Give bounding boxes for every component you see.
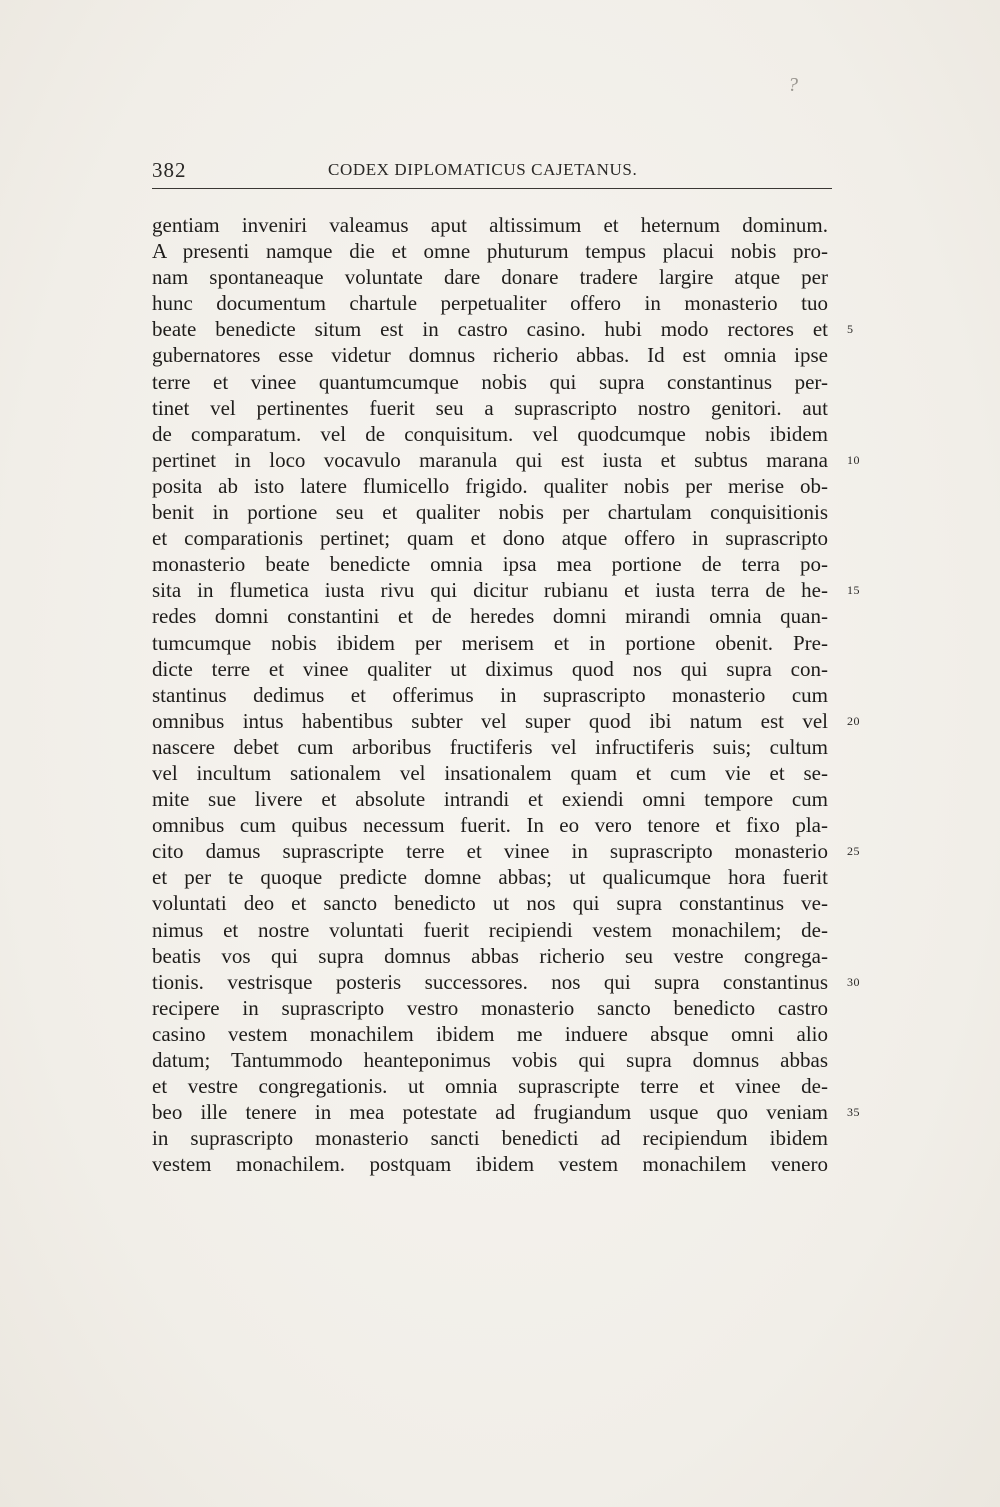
text-line bbox=[152, 238, 828, 264]
text-line bbox=[152, 656, 828, 682]
text-line-content: nascere debet cum arboribus fructiferis vel infructiferis suis; cultum bbox=[152, 734, 828, 759]
text-line-content: pertinet in loco vocavulo maranula qui est iusta et subtus marana bbox=[152, 447, 828, 472]
text-line bbox=[152, 473, 828, 499]
text-line bbox=[152, 264, 828, 290]
text-line-content: beatis vos qui supra domnus abbas richerio seu vestre congrega- bbox=[152, 943, 828, 968]
text-line-content: cito damus suprascripte terre et vinee in suprascripto monasterio bbox=[152, 839, 828, 864]
text-line-content: datum; Tantummodo heanteponimus vobis qui supra domnus abbas bbox=[152, 1048, 828, 1072]
text-line bbox=[152, 890, 828, 916]
line-number: 5 bbox=[847, 322, 854, 337]
text-line-content: et vestre congregationis. ut omnia suprascripte terre et vinee de- bbox=[152, 1074, 828, 1099]
text-line-content: tumcumque nobis ibidem per merisem et in portione obenit. Pre- bbox=[152, 630, 828, 655]
text-line bbox=[152, 995, 828, 1021]
line-number: 20 bbox=[847, 713, 860, 728]
text-line bbox=[152, 577, 860, 603]
text-line-content: recipere in suprascripto vestro monasterio sancto benedicto castro bbox=[152, 995, 828, 1020]
line-number: 35 bbox=[847, 1105, 860, 1120]
body-text bbox=[152, 212, 860, 1177]
text-line-content: hunc documentum chartule perpetualiter offero in monasterio tuo bbox=[152, 291, 828, 316]
text-line bbox=[152, 1151, 828, 1177]
running-head: CODEX DIPLOMATICUS CAJETANUS. bbox=[328, 160, 638, 179]
text-line bbox=[152, 838, 860, 864]
text-line bbox=[152, 447, 860, 473]
text-line bbox=[152, 395, 828, 421]
text-line-content: nam spontaneaque voluntate dare donare tradere largire atque per bbox=[152, 265, 828, 290]
text-line bbox=[152, 342, 828, 368]
text-line-content: sita in flumetica iusta rivu qui dicitur rubianu et iusta terra de he- bbox=[152, 578, 828, 603]
text-line-content: et comparationis pertinet; quam et dono atque offero in suprascripto bbox=[152, 526, 828, 551]
text-line bbox=[152, 369, 828, 395]
header-rule bbox=[152, 188, 832, 189]
text-line-content: gentiam inveniri valeamus aput altissimum et heternum dominum. bbox=[152, 213, 828, 237]
text-line-content: voluntati deo et sancto benedicto ut nos qui supra constantinus ve- bbox=[152, 891, 828, 916]
text-line bbox=[152, 812, 828, 838]
text-line bbox=[152, 969, 860, 995]
text-line-content: nimus et nostre voluntati fuerit recipiendi vestem monachilem; de- bbox=[152, 917, 828, 942]
line-number: 15 bbox=[847, 583, 860, 598]
text-line-content: omnibus cum quibus necessum fuerit. In eo vero tenore et fixo pla- bbox=[152, 813, 828, 838]
text-line bbox=[152, 864, 828, 890]
text-line bbox=[152, 1099, 860, 1125]
text-line-content: benit in portione seu et qualiter nobis per chartulam conquisitionis bbox=[152, 500, 828, 525]
text-line-content: posita ab isto latere flumicello frigido. qualiter nobis per merise ob- bbox=[152, 473, 828, 498]
text-line-content: beate benedicte situm est in castro casino. hubi modo rectores et bbox=[152, 317, 828, 342]
text-line-content: redes domni constantini et de heredes domni mirandi omnia quan- bbox=[152, 604, 828, 629]
text-line bbox=[152, 551, 828, 577]
text-line bbox=[152, 1047, 828, 1073]
text-line-content: monasterio beate benedicte omnia ipsa mea portione de terra po- bbox=[152, 552, 828, 577]
text-line-content: stantinus dedimus et offerimus in suprascripto monasterio cum bbox=[152, 682, 828, 707]
text-line-content: tinet vel pertinentes fuerit seu a suprascripto nostro genitori. aut bbox=[152, 395, 828, 420]
text-line-content: vestem monachilem. postquam ibidem vestem monachilem venero bbox=[152, 1152, 828, 1177]
text-line bbox=[152, 1125, 828, 1151]
text-line-content: in suprascripto monasterio sancti benedicti ad recipiendum ibidem bbox=[152, 1126, 828, 1151]
text-line bbox=[152, 525, 828, 551]
text-line bbox=[152, 603, 828, 629]
corner-mark: ? bbox=[788, 74, 798, 96]
text-line bbox=[152, 212, 828, 238]
line-number: 25 bbox=[847, 844, 860, 859]
text-line-content: casino vestem monachilem ibidem me induere absque omni alio bbox=[152, 1021, 828, 1046]
text-line bbox=[152, 943, 828, 969]
text-line bbox=[152, 708, 860, 734]
text-line bbox=[152, 421, 828, 447]
text-line-content: et per te quoque predicte domne abbas; ut qualicumque hora fuerit bbox=[152, 865, 828, 890]
page-number: 382 bbox=[152, 158, 187, 182]
line-number: 10 bbox=[847, 452, 860, 467]
text-line bbox=[152, 682, 828, 708]
text-line-content: terre et vinee quantumcumque nobis qui supra constantinus per- bbox=[152, 369, 828, 394]
text-line-content: mite sue livere et absolute intrandi et exiendi omni tempore cum bbox=[152, 787, 828, 812]
text-line bbox=[152, 316, 854, 342]
text-line bbox=[152, 290, 828, 316]
page-header bbox=[152, 158, 832, 184]
text-line-content: A presenti namque die et omne phuturum tempus placui nobis pro- bbox=[152, 239, 828, 264]
text-line bbox=[152, 1073, 828, 1099]
text-line-content: beo ille tenere in mea potestate ad frugiandum usque quo veniam bbox=[152, 1100, 828, 1125]
text-line bbox=[152, 917, 828, 943]
text-line-content: dicte terre et vinee qualiter ut diximus quod nos qui supra con- bbox=[152, 656, 828, 681]
text-line bbox=[152, 630, 828, 656]
text-line-content: vel incultum sationalem vel insationalem quam et cum vie et se- bbox=[152, 760, 828, 785]
text-line-content: omnibus intus habentibus subter vel super quod ibi natum est vel bbox=[152, 708, 828, 733]
text-line bbox=[152, 786, 828, 812]
text-line-content: de comparatum. vel de conquisitum. vel quodcumque nobis ibidem bbox=[152, 421, 828, 446]
text-line bbox=[152, 760, 828, 786]
text-line-content: tionis. vestrisque posteris successores. nos qui supra constantinus bbox=[152, 969, 828, 994]
text-line bbox=[152, 499, 828, 525]
line-number: 30 bbox=[847, 974, 860, 989]
text-line-content: gubernatores esse videtur domnus richerio abbas. Id est omnia ipse bbox=[152, 343, 828, 368]
text-line bbox=[152, 734, 828, 760]
text-line bbox=[152, 1021, 828, 1047]
